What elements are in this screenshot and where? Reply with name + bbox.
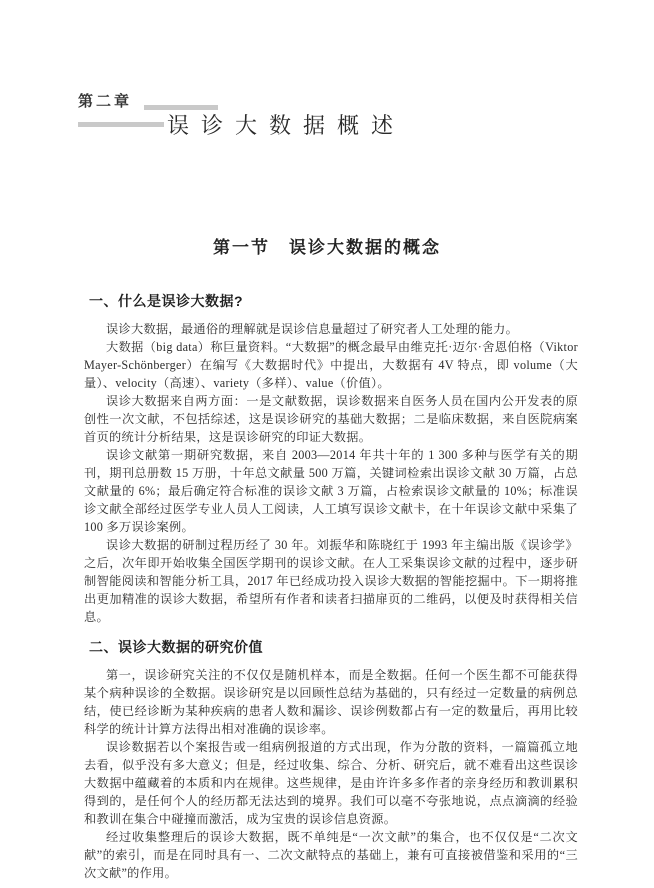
section-title: 第一节 误诊大数据的概念 <box>213 238 441 257</box>
subsection-heading-2: 二、误诊大数据的研究价值 <box>89 639 263 655</box>
chapter-title: 误诊大数据概述 <box>167 113 406 138</box>
paragraph: 误诊数据若以个案报告或一组病例报道的方式出现，作为分散的资料，一篇篇孤立地去看，似乎没有多大意义；但是，经过收集、综合、分析、研究后，就不难看出这些误诊大数据中蕴藏着的本质和内在规律。这些规律，是由许许多多作者的亲身经历和教训累积得到的，是任何个人的经历都无法达到的境界。我们可以毫不夸张地说，点点滴滴的经验和教训在集合中碰撞而激活，成为宝贵的误诊信息资源。 <box>84 740 578 826</box>
paragraph: 误诊大数据的研制过程历经了 30 年。刘振华和陈晓红于 1993 年主编出版《误诊学》之后，次年即开始收集全国医学期刊的误诊文献。在人工采集误诊文献的过程中，逐步研制智能阅读和智能分析工具，2017 年已经成功投入误诊大数据的智能挖掘中。下一期将推出更加精准的误诊大数据，希望所有作者和读者扫描扉页的二维码，以便及时获得相关信息。 <box>84 538 578 624</box>
chapter-rule-bottom <box>78 122 164 127</box>
chapter-number-label: 第二章 <box>78 94 133 110</box>
paragraph: 误诊文献第一期研究数据，来自 2003—2014 年共十年的 1 300 多种与医学有关的期刊，期刊总册数 15 万册，十年总文献量 500 万篇，关键词检索出误诊文献 30 万篇，占总文献量的 6%；最后确定符合标准的误诊文献 3 万篇，占检索误诊文献量的 10%；标准误诊文献全部经过医学专业人员人工阅读，人工填写误诊文献卡，在十年误诊文献中采集了 100 多万误诊案例。 <box>84 448 578 534</box>
paragraph: 经过收集整理后的误诊大数据，既不单纯是“一次文献”的集合，也不仅仅是“二次文献”的索引，而是在同时具有一、二次文献特点的基础上，兼有可直接被借鉴和采用的“三次文献”的作用。 <box>84 830 578 880</box>
subsection-heading-1: 一、什么是误诊大数据? <box>89 293 244 309</box>
body-text-column <box>84 291 578 882</box>
paragraph: 误诊大数据，最通俗的理解就是误诊信息量超过了研究者人工处理的能力。 <box>106 322 519 336</box>
paragraph: 第一，误诊研究关注的不仅仅是随机样本，而是全数据。任何一个医生都不可能获得某个病种误诊的全数据。误诊研究是以回顾性总结为基础的，只有经过一定数量的病例总结，使已经诊断为某种疾病的患者人数和漏诊、误诊例数都占有一定的数量后，再用比较科学的统计计算方法得出相对准确的误诊率。 <box>84 668 578 736</box>
paragraph: 大数据（big data）称巨量资料。“大数据”的概念最早由维克托·迈尔·舍恩伯格（Viktor Mayer-Schönberger）在编写《大数据时代》中提出，大数据有 4V 特点，即 volume（大量）、velocity（高速）、variety（多样）、value（价值）。 <box>84 340 578 390</box>
paragraph: 误诊大数据来自两方面：一是文献数据，误诊数据来自医务人员在国内公开发表的原创性一次文献，不包括综述，这是误诊研究的基础大数据；二是临床数据，来自医院病案首页的统计分析结果，这是误诊研究的印证大数据。 <box>84 394 578 444</box>
